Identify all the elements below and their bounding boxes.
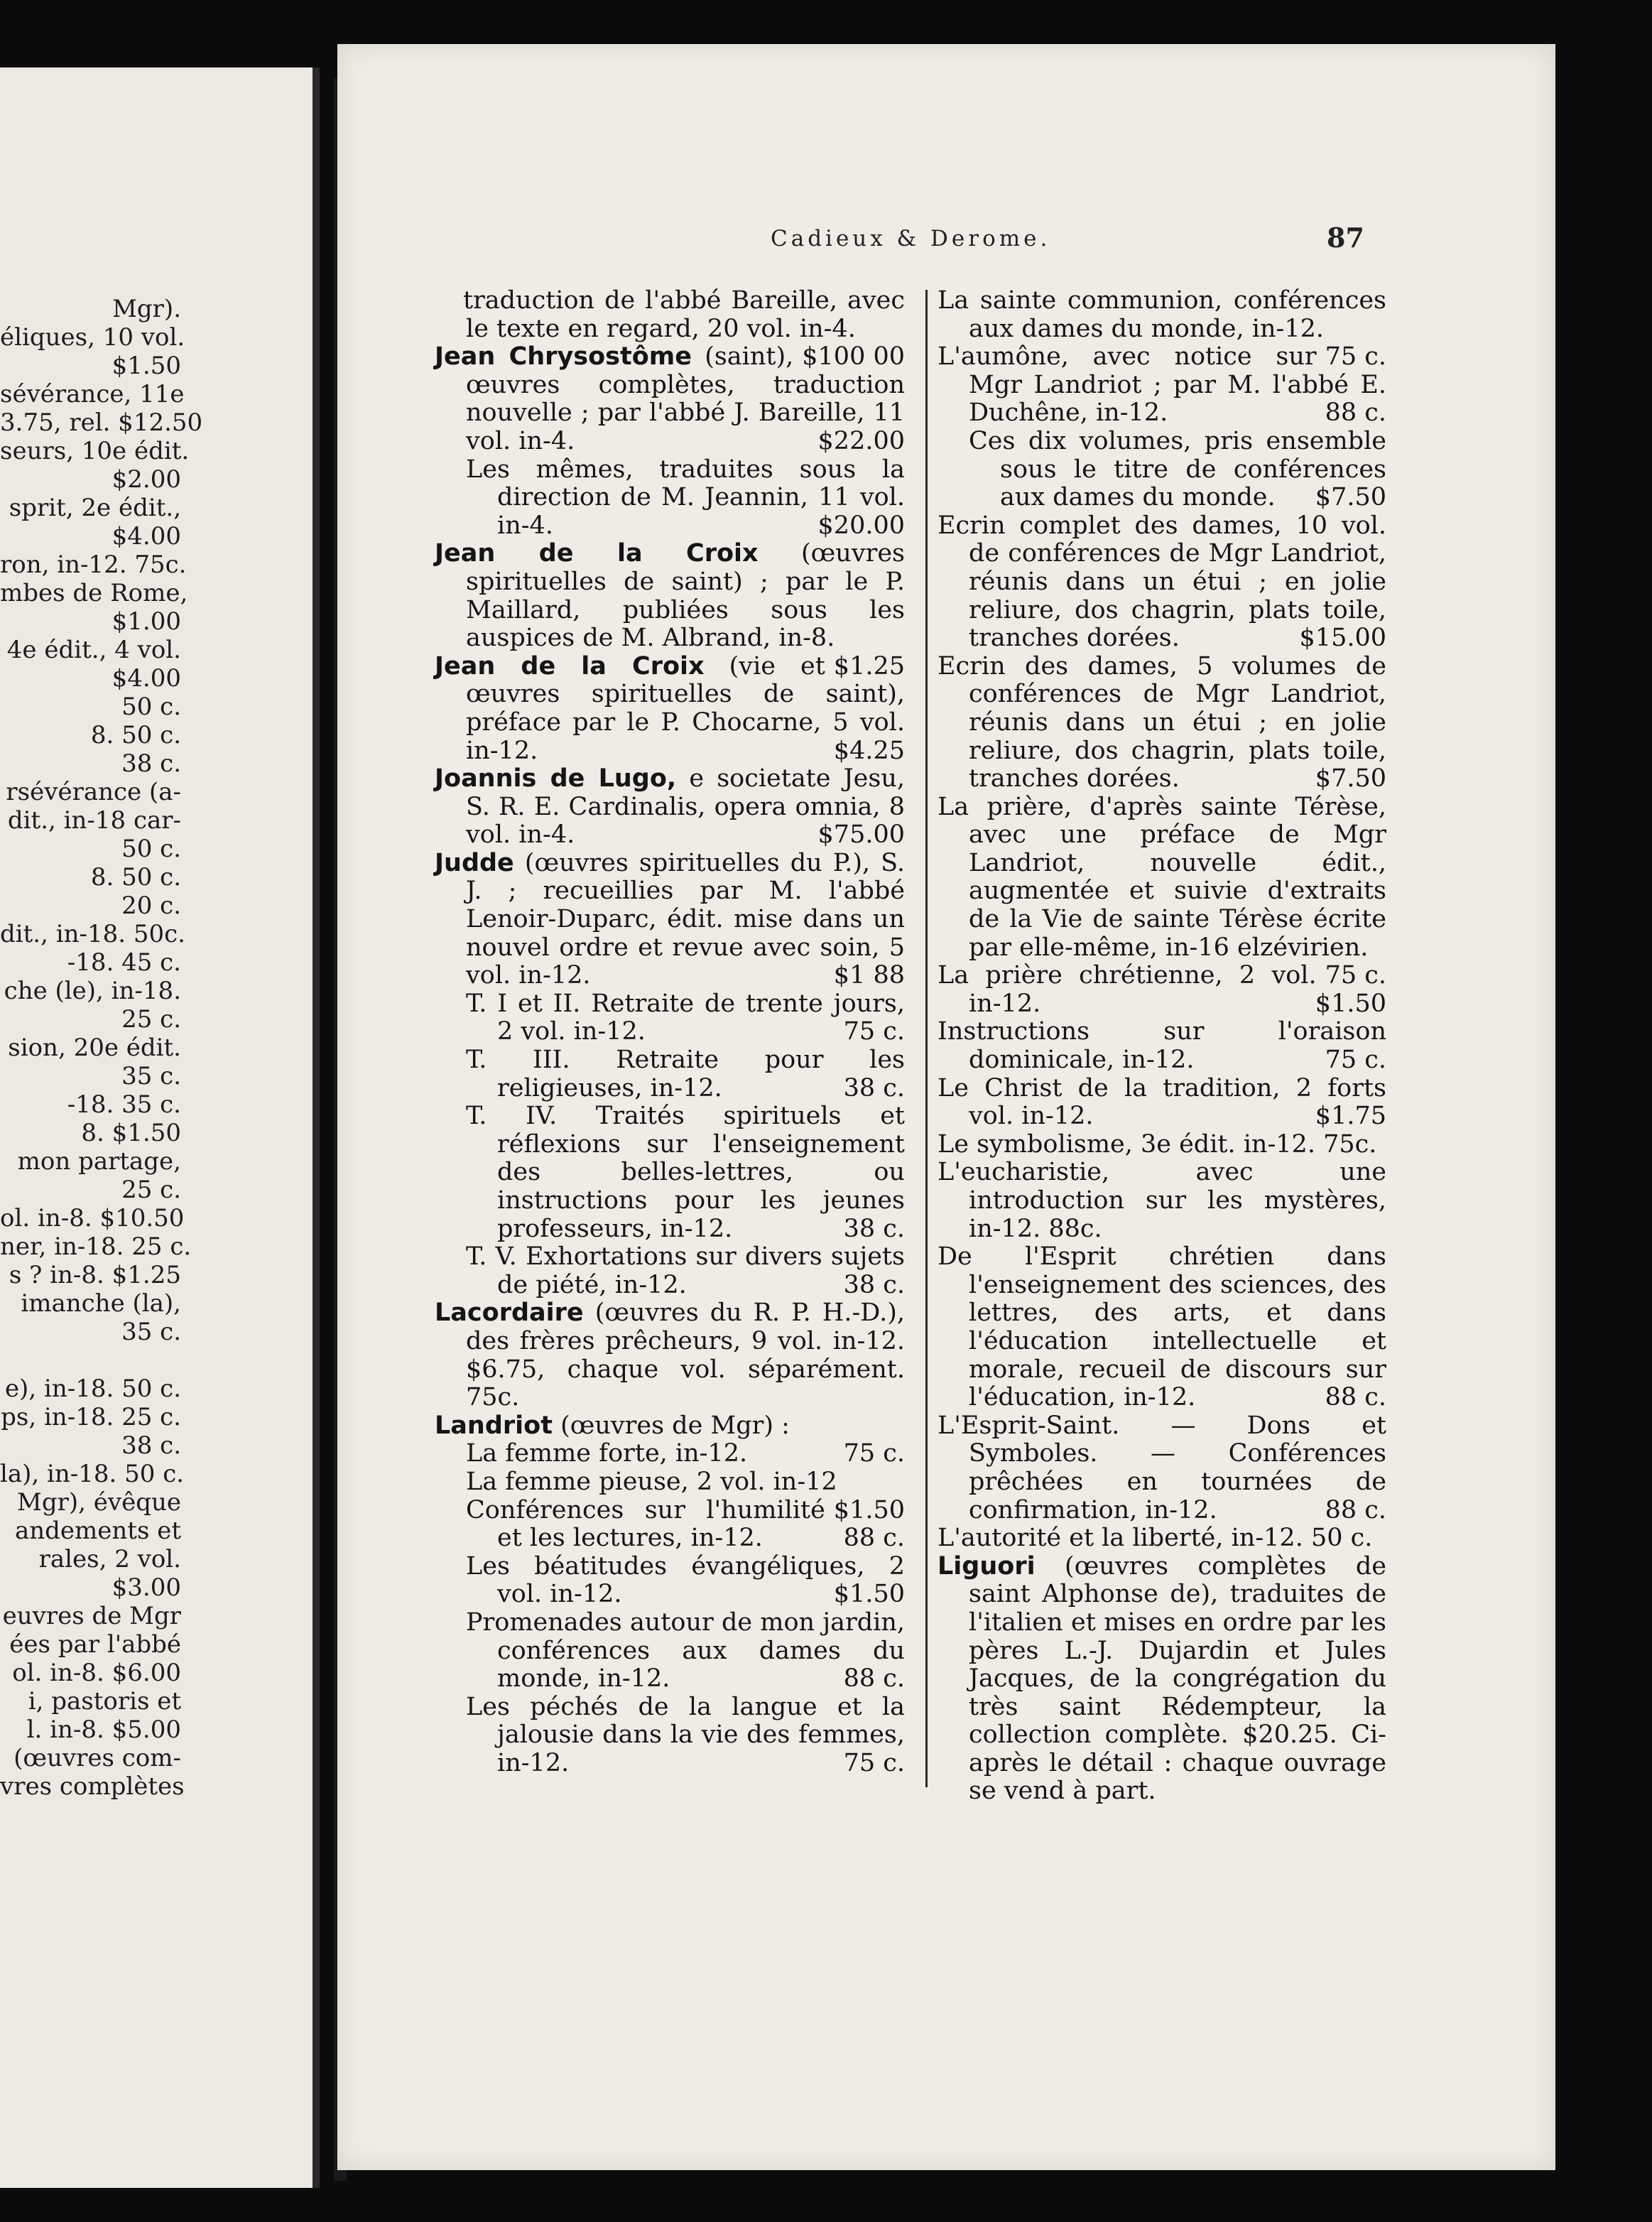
- entry-heading: Joannis de Lugo,: [435, 764, 677, 793]
- catalog-entry: Jean de la Croix (œuvres spirituelles de saint) ; par le P. Maillard, publiées sous les auspices de M. Albrand, in-8. $1.25: [435, 539, 905, 681]
- facing-page-line: sion, 20e édit.: [8, 1034, 181, 1062]
- price: $1 88: [833, 961, 905, 990]
- facing-page-line: $3.00: [112, 1573, 181, 1602]
- catalog-entry: La sainte communion, conférences aux dames du monde, in-12. 75 c.: [938, 286, 1386, 372]
- facing-page-line: e), in-18. 50 c.: [4, 1375, 181, 1403]
- facing-page-line: 25 c.: [121, 1176, 181, 1204]
- catalog-entry: Landriot (œuvres de Mgr) :: [435, 1411, 790, 1440]
- price: 75 c.: [1325, 961, 1386, 990]
- running-header: Cadieux & Derome.: [771, 226, 1051, 251]
- price: 75 c.: [1325, 1046, 1386, 1075]
- facing-page-line: 8. $1.50: [81, 1119, 181, 1147]
- price: $7.50: [1315, 764, 1386, 793]
- price: $15.00: [1299, 624, 1386, 653]
- facing-page-line: 3.75, rel. $12.50: [0, 408, 203, 437]
- facing-page-line: $4.00: [112, 522, 181, 551]
- catalog-entry: Liguori (œuvres complètes de saint Alphonse de), traduites de l'italien et mises en ordre par les pères L.-J. Dujardin et Jules Jacques, de la congrégation du très saint Rédempteur, la collection complète. $20.25. Ci-après le détail : chaque ouvrage se vend à part.: [938, 1551, 1386, 1806]
- facing-page-line: rsévérance (a-: [6, 778, 181, 806]
- facing-page-line: $4.00: [112, 664, 181, 693]
- facing-page-line: la), in-18. 50 c.: [0, 1460, 185, 1488]
- catalog-entry: Joannis de Lugo, e societate Jesu, S. R. E. Cardinalis, opera omnia, 8 vol. in-4. $75.00: [435, 764, 905, 850]
- facing-page-line: andements et: [14, 1517, 181, 1545]
- catalog-subentry: Les mêmes, traduites sous la direction de M. Jeannin, 11 vol. in-4. $20.00: [466, 455, 905, 540]
- catalog-entry: L'Esprit-Saint. — Dons et Symboles. — Conférences prêchées en tournées de confirmation, in-12. 88 c.: [938, 1411, 1386, 1524]
- price: 75 c.: [843, 1748, 905, 1777]
- facing-page-line: 50 c.: [121, 693, 181, 721]
- catalog-entry: Ecrin complet des dames, 10 vol. de conférences de Mgr Landriot, réunis dans un étui ; en jolie reliure, dos chagrin, plats toile, tranches dorées. $15.00: [938, 511, 1386, 653]
- facing-page-line: Mgr).: [112, 295, 181, 323]
- facing-page-line: dit., in-18. 50c.: [0, 920, 185, 948]
- catalog-entry: Judde (œuvres spirituelles du P.), S. J. ; recueillies par M. l'abbé Lenoir-Duparc, édit. mise dans un nouvel ordre et revue avec soin, 5 vol. in-12. $1 88: [435, 848, 905, 990]
- catalog-subentry: T. I et II. Retraite de trente jours, 2 vol. in-12. 75 c.: [466, 989, 905, 1046]
- facing-page-line: $2.00: [112, 465, 181, 494]
- facing-page-line: sévérance, 11e: [0, 380, 185, 408]
- price: $1.75: [1315, 1102, 1386, 1131]
- facing-page-line: $1.00: [112, 607, 181, 636]
- facing-page-text: [0, 295, 203, 1886]
- price: $22.00: [817, 426, 905, 455]
- price: 38 c.: [843, 1270, 905, 1299]
- catalog-entry: Le Christ de la tradition, 2 forts vol. in-12. $1.75: [938, 1073, 1386, 1131]
- facing-page-line: ol. in-8. $10.50: [0, 1204, 185, 1232]
- price: $7.50: [1315, 483, 1386, 512]
- facing-page-line: Mgr), évêque: [17, 1488, 181, 1517]
- catalog-subentry: T. IV. Traités spirituels et réflexions sur l'enseignement des belles-lettres, ou instructions pour les jeunes professeurs, in-12. 38 c.: [466, 1102, 905, 1243]
- catalog-entry: Jean Chrysostôme (saint), œuvres complètes, traduction nouvelle ; par l'abbé J. Bareille, 11 vol. in-4. $22.00: [435, 342, 905, 455]
- facing-page-line: [0, 1346, 181, 1375]
- facing-page-line: 20 c.: [121, 891, 181, 920]
- catalog-entry: traduction de l'abbé Bareille, avec le texte en regard, 20 vol. in-4. $100 00: [463, 286, 905, 372]
- facing-page-line: -18. 35 c.: [67, 1090, 181, 1119]
- facing-page-line: mon partage,: [17, 1147, 181, 1176]
- entry-heading: Jean de la Croix: [435, 539, 759, 568]
- catalog-subentry: La femme forte, in-12. 75 c.: [466, 1439, 905, 1468]
- facing-page-line: (œuvres com-: [13, 1744, 181, 1772]
- catalog-entry: Le symbolisme, 3e édit. in-12. 75c.: [938, 1129, 1377, 1159]
- catalog-subentry: Promenades autour de mon jardin, conférences aux dames du monde, in-12. 88 c.: [466, 1608, 905, 1693]
- catalog-entry: L'eucharistie, avec une introduction sur les mystères, in-12. 88c.: [938, 1158, 1386, 1243]
- entry-heading: Jean de la Croix: [435, 651, 705, 681]
- facing-page-line: $1.50: [112, 352, 181, 380]
- column-left: [435, 287, 905, 1777]
- facing-page-line: vres complètes: [0, 1772, 185, 1801]
- entry-heading: Jean Chrysostôme: [435, 342, 692, 372]
- price: 38 c.: [843, 1214, 905, 1243]
- facing-page-line: 50 c.: [121, 835, 181, 863]
- catalog-subentry: Les béatitudes évangéliques, 2 vol. in-12. $1.50: [466, 1551, 905, 1609]
- entry-heading: Lacordaire: [435, 1299, 584, 1328]
- catalog-subentry: T. V. Exhortations sur divers sujets de piété, in-12. 38 c.: [466, 1242, 905, 1299]
- price: $1.25: [833, 651, 905, 681]
- facing-page-line: 35 c.: [121, 1318, 181, 1346]
- column-rule: [925, 290, 928, 1787]
- facing-page-line: euvres de Mgr: [2, 1602, 181, 1630]
- column-right: [938, 287, 1386, 1806]
- facing-page-line: 25 c.: [121, 1005, 181, 1034]
- facing-page-line: 38 c.: [121, 749, 181, 778]
- catalog-subentry: Les péchés de la langue et la jalousie dans la vie des femmes, in-12. 75 c.: [466, 1692, 905, 1777]
- facing-page-line: ps, in-18. 25 c.: [1, 1403, 181, 1431]
- facing-page-line: ron, in-12. 75c.: [0, 551, 187, 579]
- facing-page-line: ées par l'abbé: [9, 1630, 181, 1659]
- facing-page-line: che (le), in-18.: [4, 977, 181, 1005]
- entry-heading: Liguori: [938, 1551, 1036, 1581]
- facing-page-line: seurs, 10e édit.: [0, 437, 190, 465]
- facing-page-line: imanche (la),: [21, 1289, 181, 1318]
- price: 88 c.: [1325, 1495, 1386, 1524]
- catalog-entry: Jean de la Croix (vie et œuvres spirituelles de saint), préface par le P. Chocarne, 5 vol. in-12. $4.25: [435, 651, 905, 765]
- price: 88 c.: [1325, 1383, 1386, 1412]
- price: $4.25: [833, 736, 905, 765]
- price: $20.00: [817, 511, 905, 540]
- facing-page-line: 35 c.: [121, 1062, 181, 1090]
- catalog-entry: Ecrin des dames, 5 volumes de conférences de Mgr Landriot, réunis dans un étui ; en jolie reliure, dos chagrin, plats toile, tranches dorées. $7.50: [938, 651, 1386, 793]
- facing-page-line: i, pastoris et: [28, 1687, 181, 1716]
- facing-page-line: éliques, 10 vol.: [0, 323, 185, 352]
- facing-page-line: -18. 45 c.: [67, 948, 181, 977]
- price: $1.50: [1315, 989, 1386, 1018]
- price: $1.50: [833, 1580, 905, 1609]
- catalog-entry: Instructions sur l'oraison dominicale, in-12. 75 c.: [938, 1017, 1386, 1075]
- facing-page-line: sprit, 2e édit.,: [9, 494, 181, 522]
- facing-page-line: 4e édit., 4 vol.: [6, 636, 181, 664]
- catalog-subentry: Ces dix volumes, pris ensemble sous le titre de conférences aux dames du monde. $7.50: [969, 426, 1386, 512]
- facing-page-line: rales, 2 vol.: [38, 1545, 181, 1573]
- page-number: 87: [1327, 222, 1364, 254]
- facing-page-line: mbes de Rome,: [0, 579, 188, 607]
- catalog-entry: La prière, d'après sainte Térèse, avec une préface de Mgr Landriot, nouvelle édit., augmentée et suivie d'extraits de la Vie de sainte Térèse écrite par elle-même, in-16 elzévirien. 75 c.: [938, 792, 1386, 990]
- price: $75.00: [817, 820, 905, 850]
- price: 88 c.: [843, 1524, 905, 1553]
- catalog-entry: De l'Esprit chrétien dans l'enseignement des sciences, des lettres, des arts, et dans l'éducation intellectuelle et morale, recueil de discours sur l'éducation, in-12. 88 c.: [938, 1242, 1386, 1412]
- entry-heading: Judde: [435, 848, 514, 877]
- catalog-subentry: La femme pieuse, 2 vol. in-12 $1.50: [466, 1467, 905, 1524]
- catalog-entry: La prière chrétienne, 2 vol. in-12. $1.50: [938, 961, 1386, 1018]
- price: 88 c.: [1325, 399, 1386, 428]
- price: 75 c.: [843, 1439, 905, 1468]
- facing-page-line: ol. in-8. $6.00: [12, 1659, 181, 1687]
- price: 88 c.: [843, 1664, 905, 1693]
- facing-page-fragment: [0, 67, 320, 2188]
- facing-page-line: 8. 50 c.: [90, 863, 181, 891]
- price: 38 c.: [843, 1073, 905, 1102]
- price: 75 c.: [1325, 342, 1386, 372]
- facing-page-line: 8. 50 c.: [90, 721, 181, 749]
- price: 75 c.: [843, 1017, 905, 1046]
- catalog-entry: L'autorité et la liberté, in-12. 50 c.: [938, 1524, 1373, 1553]
- catalog-subentry: T. III. Retraite pour les religieuses, in-12. 38 c.: [466, 1046, 905, 1102]
- price: $1.50: [833, 1495, 905, 1524]
- facing-page-line: l. in-8. $5.00: [26, 1716, 181, 1744]
- facing-page-line: dit., in-18 car-: [7, 806, 181, 835]
- facing-page-line: s ? in-8. $1.25: [9, 1261, 181, 1289]
- catalog-entry: L'aumône, avec notice sur Mgr Landriot ; par M. l'abbé E. Duchêne, in-12. 88 c.: [938, 342, 1386, 428]
- facing-page-line: 38 c.: [121, 1431, 181, 1460]
- price: $100 00: [802, 342, 905, 372]
- catalog-entry: Lacordaire (œuvres du R. P. H.-D.), des frères prêcheurs, 9 vol. in-12. $6.75, chaque vol. séparément. 75c.: [435, 1299, 905, 1412]
- catalog-subentry: Conférences sur l'humilité et les lectures, in-12. 88 c.: [466, 1495, 905, 1553]
- facing-page-line: ner, in-18. 25 c.: [0, 1232, 192, 1261]
- entry-heading: Landriot: [435, 1411, 553, 1440]
